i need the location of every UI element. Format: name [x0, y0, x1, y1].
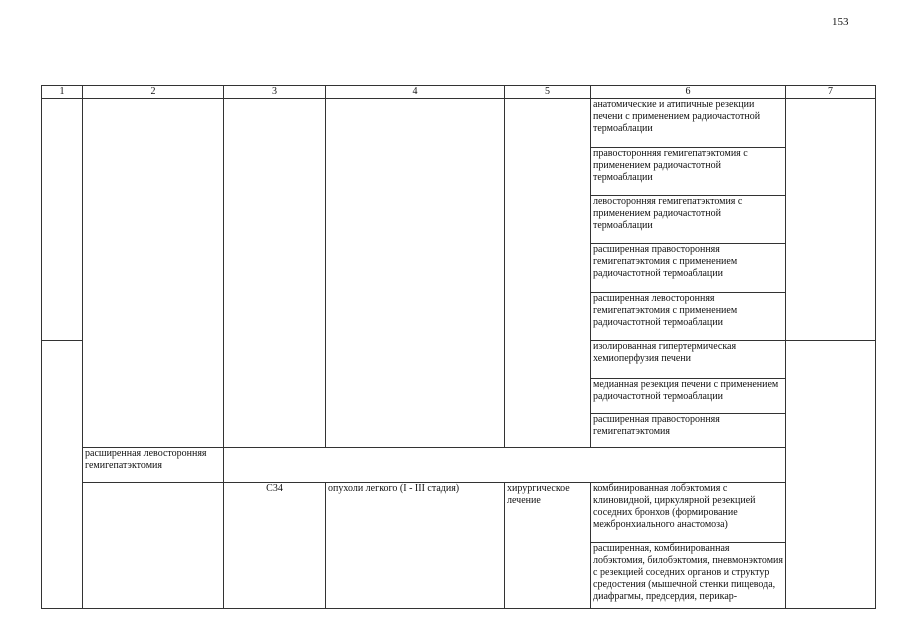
cell-col4 [326, 99, 505, 448]
cell-col1 [42, 341, 83, 609]
column-header-7: 7 [786, 86, 876, 99]
column-header-2: 2 [83, 86, 224, 99]
diagnosis-cell: опухоли легкого (I - III стадия) [326, 482, 505, 608]
cell-col2 [83, 482, 224, 608]
cell-col2 [83, 99, 224, 448]
cell-col5 [505, 99, 591, 448]
method-text: расширенная, комбинированная лобэктомия, билобэктомия, пневмонэктомия с резекцией соседних органов и структур средостения (мышечной стенки пищевода, диафрагмы, предсердия, перикар- [593, 543, 783, 603]
cell-col7 [786, 99, 876, 341]
table-row [42, 99, 876, 147]
column-header-1: 1 [42, 86, 83, 99]
method-cell: изолированная гипертермическая хемиоперфузия печени [591, 341, 786, 378]
cell-col7 [786, 341, 876, 609]
method-cell: медианная резекция печени с применением радиочастотной термоаблации [591, 378, 786, 413]
column-header-3: 3 [224, 86, 326, 99]
table-header-row [42, 86, 876, 99]
method-cell: правосторонняя гемигепатэктомия с применением радиочастотной термоаблации [591, 147, 786, 195]
method-cell: расширенная правосторонняя гемигепатэктомия [591, 414, 786, 448]
column-header-6: 6 [591, 86, 786, 99]
table-row [42, 448, 876, 482]
method-cell [591, 543, 786, 609]
icd-code-cell: C34 [224, 482, 326, 608]
method-cell: левосторонняя гемигепатэктомия с применением радиочастотной термоаблации [591, 196, 786, 244]
treatment-cell: хирургическое лечение [505, 482, 591, 608]
medical-care-table [41, 85, 876, 609]
method-cell: комбинированная лобэктомия с клиновидной, циркулярной резекцией соседних бронхов (формирование межбронхиального анастомоза) [591, 482, 786, 543]
method-cell: анатомические и атипичные резекции печени с применением радиочастотной термоаблации [591, 99, 786, 147]
method-cell: расширенная правосторонняя гемигепатэктомия с применением радиочастотной термоаблации [591, 244, 786, 292]
column-header-4: 4 [326, 86, 505, 99]
cell-col3 [224, 99, 326, 448]
cell-col1 [42, 99, 83, 341]
method-cell: расширенная левосторонняя гемигепатэктомия с применением радиочастотной термоаблации [591, 292, 786, 340]
page-number: 153 [832, 16, 849, 28]
table-row [42, 482, 876, 543]
column-header-5: 5 [505, 86, 591, 99]
method-cell: расширенная левосторонняя гемигепатэктомия [83, 448, 224, 482]
